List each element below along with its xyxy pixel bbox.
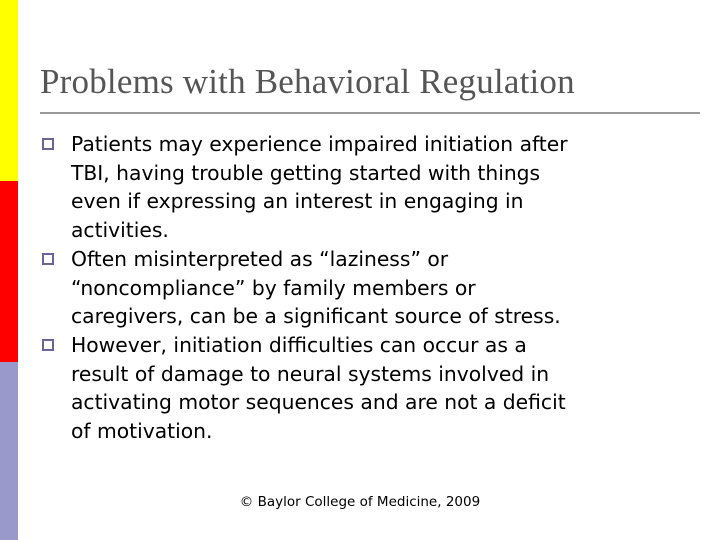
title-divider: [40, 112, 700, 114]
bullet-item: [40, 245, 700, 331]
bullet-text-line: “noncompliance” by family members or: [71, 275, 476, 300]
bullet-item: [40, 331, 700, 446]
bullet-text-line: caregivers, can be a significant source of stress.: [71, 304, 561, 329]
bullet-text-line: TBI, having trouble getting started with things: [71, 160, 541, 185]
bullet-text-line: Often misinterpreted as “laziness” or: [71, 246, 449, 271]
side-bar-purple: [0, 362, 18, 540]
bullet-text-line: result of damage to neural systems involved in: [71, 361, 550, 386]
bullet-text-line: of motivation.: [71, 419, 213, 444]
bullet-text-line: even if expressing an interest in engaging in: [71, 189, 524, 214]
side-bar-red: [0, 181, 18, 362]
hollow-square-icon: [42, 138, 54, 150]
bullet-text-line: activating motor sequences and are not a deficit: [71, 390, 566, 415]
side-bar-yellow: [0, 0, 18, 181]
bullet-text-line: However, initiation difficulties can occur as a: [71, 332, 527, 357]
hollow-square-icon: [42, 339, 54, 351]
slide-title: Problems with Behavioral Regulation: [40, 62, 575, 101]
bullet-item: [40, 130, 700, 245]
bullet-list: [40, 130, 700, 446]
bullet-text-line: Patients may experience impaired initiation after: [71, 132, 568, 156]
footer-text: © Baylor College of Medicine, 2009: [239, 494, 481, 510]
hollow-square-icon: [42, 253, 54, 265]
footer-copyright: [0, 494, 720, 510]
bullet-text-line: activities.: [71, 218, 169, 243]
